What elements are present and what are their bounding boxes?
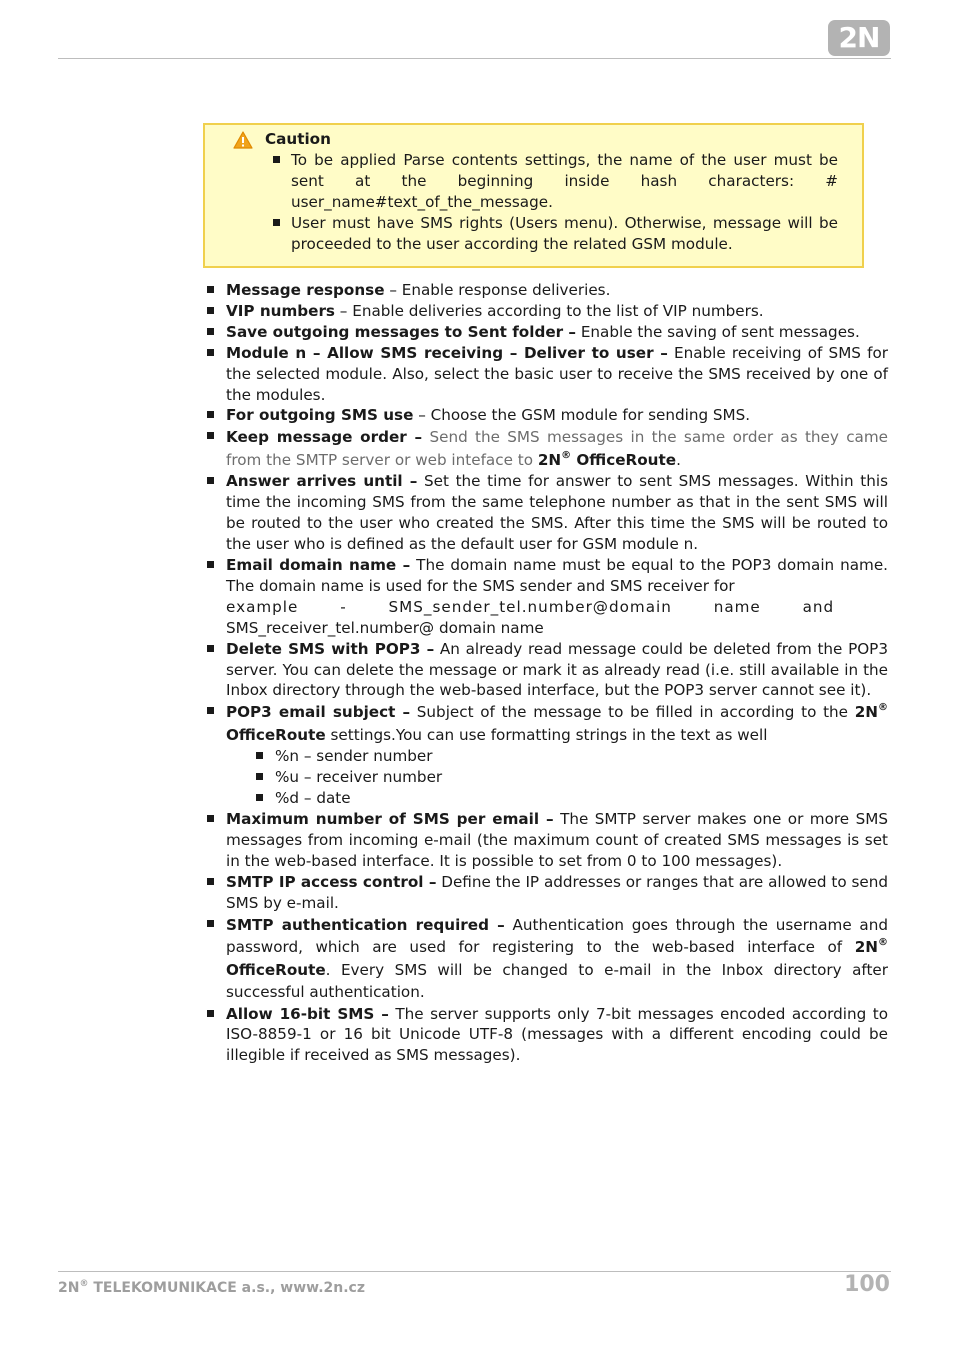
item-text: The domain name must be equal to the POP3 domain name. The domain name is used for the SMS sender and SMS receiver for (226, 555, 889, 595)
bullet-icon (207, 645, 214, 652)
caution-title: Caution (265, 130, 331, 148)
footer-registered-mark: ® (79, 1279, 89, 1289)
item-text-end: . (676, 450, 681, 469)
item-text: Define the IP addresses or ranges that are allowed to send SMS by e-mail. (226, 872, 889, 912)
caution-item-text: User must have SMS rights (Users menu). Otherwise, message will be proceeded to the user according the related GSM module. (291, 214, 838, 253)
item-text: Enable receiving of SMS for the selected module. Also, select the basic user to receive the SMS received by one of the modules. (226, 343, 889, 404)
caution-item-text: To be applied Parse contents settings, the name of the user must be sent at the beginning inside hash characters: # user_name#text_of_the_message. (291, 151, 838, 211)
product-name: OfficeRoute (226, 960, 326, 979)
settings-list (226, 280, 888, 1066)
item-term: Email domain name – (226, 555, 411, 574)
item-term: Keep message order – (226, 428, 423, 447)
bullet-icon (207, 432, 214, 439)
item-term: SMTP IP access control – (226, 872, 437, 891)
header-divider (58, 58, 891, 59)
bullet-icon (207, 411, 214, 418)
bullet-icon (207, 477, 214, 484)
item-text: – Enable deliveries according to the list of VIP numbers. (334, 301, 764, 320)
item-text: Send the SMS messages in the same order as they came from the SMTP server or web inteface to (226, 428, 888, 469)
page-number: 100 (844, 1272, 890, 1297)
footer-brand: 2N (58, 1280, 80, 1296)
item-text: Enable the saving of sent messages. (576, 322, 860, 341)
caution-item (291, 213, 838, 255)
item-text: The SMTP server makes one or more SMS messages from incoming e-mail (the maximum count of created SMS messages is set in the web-based interface. It is possible to set from 0 to 100 messages). (226, 810, 888, 870)
item-term: Allow 16-bit SMS – (226, 1004, 389, 1023)
bullet-icon (256, 752, 263, 759)
format-string-text: %u – receiver number (275, 768, 443, 787)
2n-logo: 2N (828, 20, 890, 56)
list-item-answer-arrives (226, 471, 888, 555)
product-name: OfficeRoute (226, 725, 326, 744)
bullet-icon (207, 561, 214, 568)
list-item-for-outgoing (226, 405, 888, 426)
item-term: Answer arrives until – (226, 472, 418, 491)
list-item-vip-numbers (226, 301, 888, 322)
bullet-icon (256, 794, 263, 801)
example-line: example - SMS_sender_tel.number@domain name and (226, 597, 835, 616)
item-text: Set the time for answer to sent SMS messages. Within this time the incoming SMS from the same telephone number as that in the sent SMS will be routed to the user who created the SMS. After this time the SMS will be routed to the user who is defined as the default user for GSM module n. (226, 472, 888, 554)
list-item-allow-16bit (226, 1004, 888, 1067)
list-item-max-sms (226, 809, 888, 872)
item-term: Save outgoing messages to Sent folder – (226, 322, 576, 341)
bullet-icon (207, 920, 214, 927)
footer-divider (58, 1271, 891, 1272)
registered-mark: ® (878, 937, 888, 949)
list-item-delete-sms (226, 639, 888, 702)
item-term: Message response (226, 281, 385, 299)
caution-box (203, 123, 864, 268)
bullet-icon (207, 707, 214, 714)
list-item-smtp-auth (226, 914, 888, 1004)
bullet-icon (207, 286, 214, 293)
caution-item (291, 150, 838, 213)
list-item-keep-order (226, 426, 888, 471)
bullet-icon (207, 1010, 214, 1017)
item-text: Authentication goes through the username and password, which are used for registering to the web-based interface of (226, 915, 888, 957)
bullet-icon (207, 349, 214, 356)
footer-company-text: TELEKOMUNIKACE a.s., www.2n.cz (88, 1280, 365, 1296)
item-term: Module n – Allow SMS receiving – Deliver to user – (226, 343, 668, 362)
product-name: OfficeRoute (571, 450, 677, 469)
item-text: An already read message could be deleted from the POP3 server. You can delete the message or mark it as already read (i.e. still available in the Inbox directory through the web-based interface, but the POP3 server cannot see it). (226, 639, 889, 700)
list-item-message-response (226, 280, 888, 301)
item-term: POP3 email subject – (226, 703, 411, 722)
bullet-icon (273, 156, 280, 163)
list-item-pop3-subject (226, 701, 888, 809)
format-string-item (275, 746, 888, 767)
item-term: VIP numbers (226, 301, 335, 320)
item-text: – Enable response deliveries. (384, 281, 611, 299)
item-term: Delete SMS with POP3 – (226, 639, 435, 658)
brand-name: 2N (854, 703, 878, 722)
example-address: SMS_receiver_tel.number@ domain name (226, 618, 544, 637)
format-string-item (275, 767, 888, 788)
list-item-smtp-ip (226, 872, 888, 914)
item-text-continued: . Every SMS will be changed to e-mail in the Inbox directory after successful authentication. (226, 960, 888, 1002)
footer-company (58, 1280, 365, 1296)
item-text: Subject of the message to be filled in according to the (410, 703, 855, 722)
format-strings-list (226, 746, 888, 809)
item-term: For outgoing SMS use (226, 406, 414, 425)
bullet-icon (273, 219, 280, 226)
item-term: Maximum number of SMS per email – (226, 810, 554, 829)
list-item-module-n (226, 343, 888, 406)
bullet-icon (207, 815, 214, 822)
format-string-text: %d – date (275, 789, 351, 808)
caution-list (291, 150, 838, 255)
list-item-save-outgoing (226, 322, 888, 343)
format-string-text: %n – sender number (275, 747, 433, 766)
brand-name: 2N (854, 938, 878, 957)
item-text: The server supports only 7-bit messages encoded according to ISO-8859-1 or 16 bit Unicode UTF-8 (messages with a different encoding could be illegible if received as SMS messages). (226, 1004, 888, 1065)
format-string-item (275, 788, 888, 809)
warning-triangle-icon (233, 131, 253, 149)
brand-name: 2N (537, 450, 562, 469)
bullet-icon (207, 328, 214, 335)
registered-mark: ® (878, 702, 888, 714)
bullet-icon (207, 878, 214, 885)
registered-mark: ® (561, 449, 572, 461)
caution-heading (233, 129, 331, 150)
bullet-icon (207, 307, 214, 314)
item-text: – Choose the GSM module for sending SMS. (413, 406, 751, 425)
list-item-email-domain (226, 555, 888, 639)
bullet-icon (256, 773, 263, 780)
item-text-continued: settings.You can use formatting strings in the text as well (325, 725, 768, 744)
item-term: SMTP authentication required – (226, 915, 505, 934)
